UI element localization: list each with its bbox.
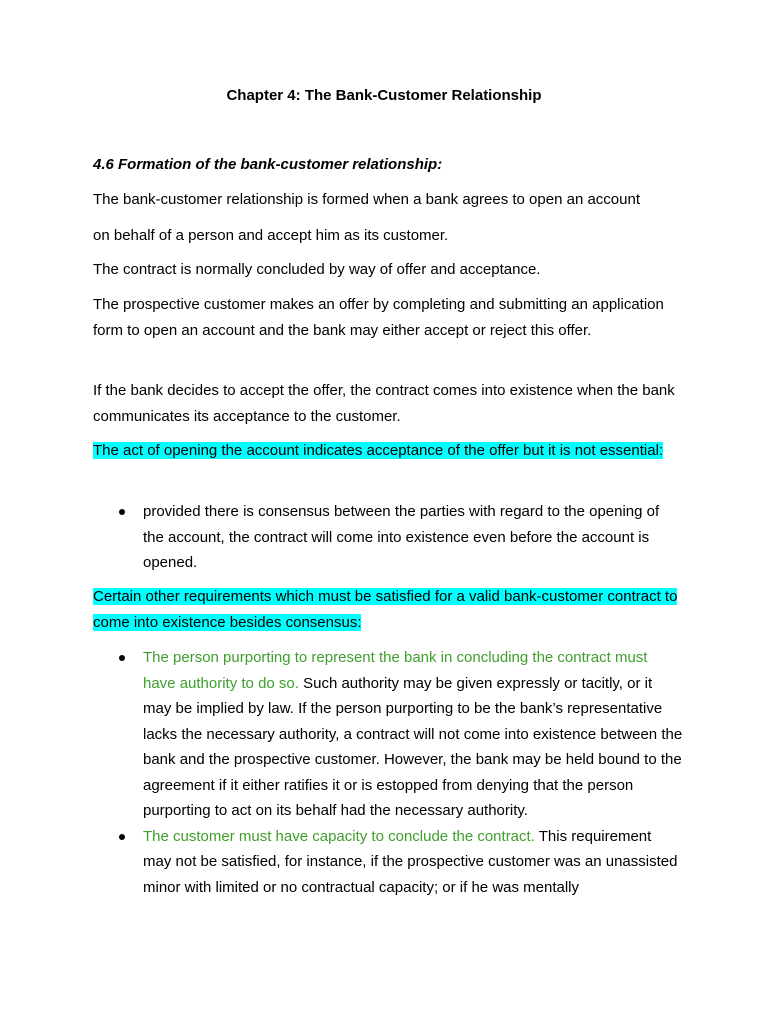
list-item bbox=[143, 499, 683, 576]
bullet-list-1 bbox=[143, 499, 683, 576]
bullet-text: This requirement may not be satisfied, for instance, if the prospective customer was an unassisted minor with limited or no contractual capacity; or if he was mentally bbox=[143, 827, 678, 896]
highlight-text-2: Certain other requirements which must be satisfied for a valid bank-customer contract to come into existence besides consensus: bbox=[93, 588, 678, 631]
section-heading: 4.6 Formation of the bank-customer relationship: bbox=[93, 156, 443, 173]
paragraph-1-line-2: on behalf of a person and accept him as its customer. bbox=[93, 227, 449, 244]
paragraph-1-line-1: The bank-customer relationship is formed when a bank agrees to open an account bbox=[93, 191, 640, 208]
list-item bbox=[143, 824, 683, 901]
bullet-list-2 bbox=[143, 645, 683, 900]
paragraph-2: The contract is normally concluded by way of offer and acceptance. bbox=[93, 261, 541, 278]
paragraph-3: The prospective customer makes an offer by completing and submitting an application form to open an account and the bank may either accept or reject this offer. bbox=[93, 296, 664, 339]
bullet-text: provided there is consensus between the parties with regard to the opening of the account, the contract will come into existence even before the account is opened. bbox=[143, 503, 660, 571]
bullet-green-text: The person purporting to represent the bank in concluding the contract must have authority to do so. bbox=[143, 649, 648, 692]
chapter-title: Chapter 4: The Bank-Customer Relationship bbox=[226, 87, 542, 104]
highlighted-paragraph-2 bbox=[93, 584, 683, 635]
highlighted-paragraph-1 bbox=[93, 438, 683, 464]
bullet-icon bbox=[119, 834, 125, 840]
bullet-green-text: The customer must have capacity to conclude the contract. bbox=[143, 827, 535, 845]
bullet-icon bbox=[119, 509, 125, 515]
list-item bbox=[143, 645, 683, 824]
paragraph-4: If the bank decides to accept the offer, the contract comes into existence when the bank communicates its acceptance to the customer. bbox=[93, 382, 675, 425]
bullet-icon bbox=[119, 655, 125, 661]
highlight-text-1: The act of opening the account indicates acceptance of the offer but it is not essential: bbox=[93, 442, 664, 459]
bullet-text: Such authority may be given expressly or tacitly, or it may be implied by law. If the person purporting to be the bank’s representative lacks the necessary authority, a contract will not come into existence between the bank and the prospective customer. However, the bank may be held bound to the agreement if it either ratifies it or is estopped from denying that the person purporting to act on its behalf had the necessary authority. bbox=[143, 674, 683, 819]
